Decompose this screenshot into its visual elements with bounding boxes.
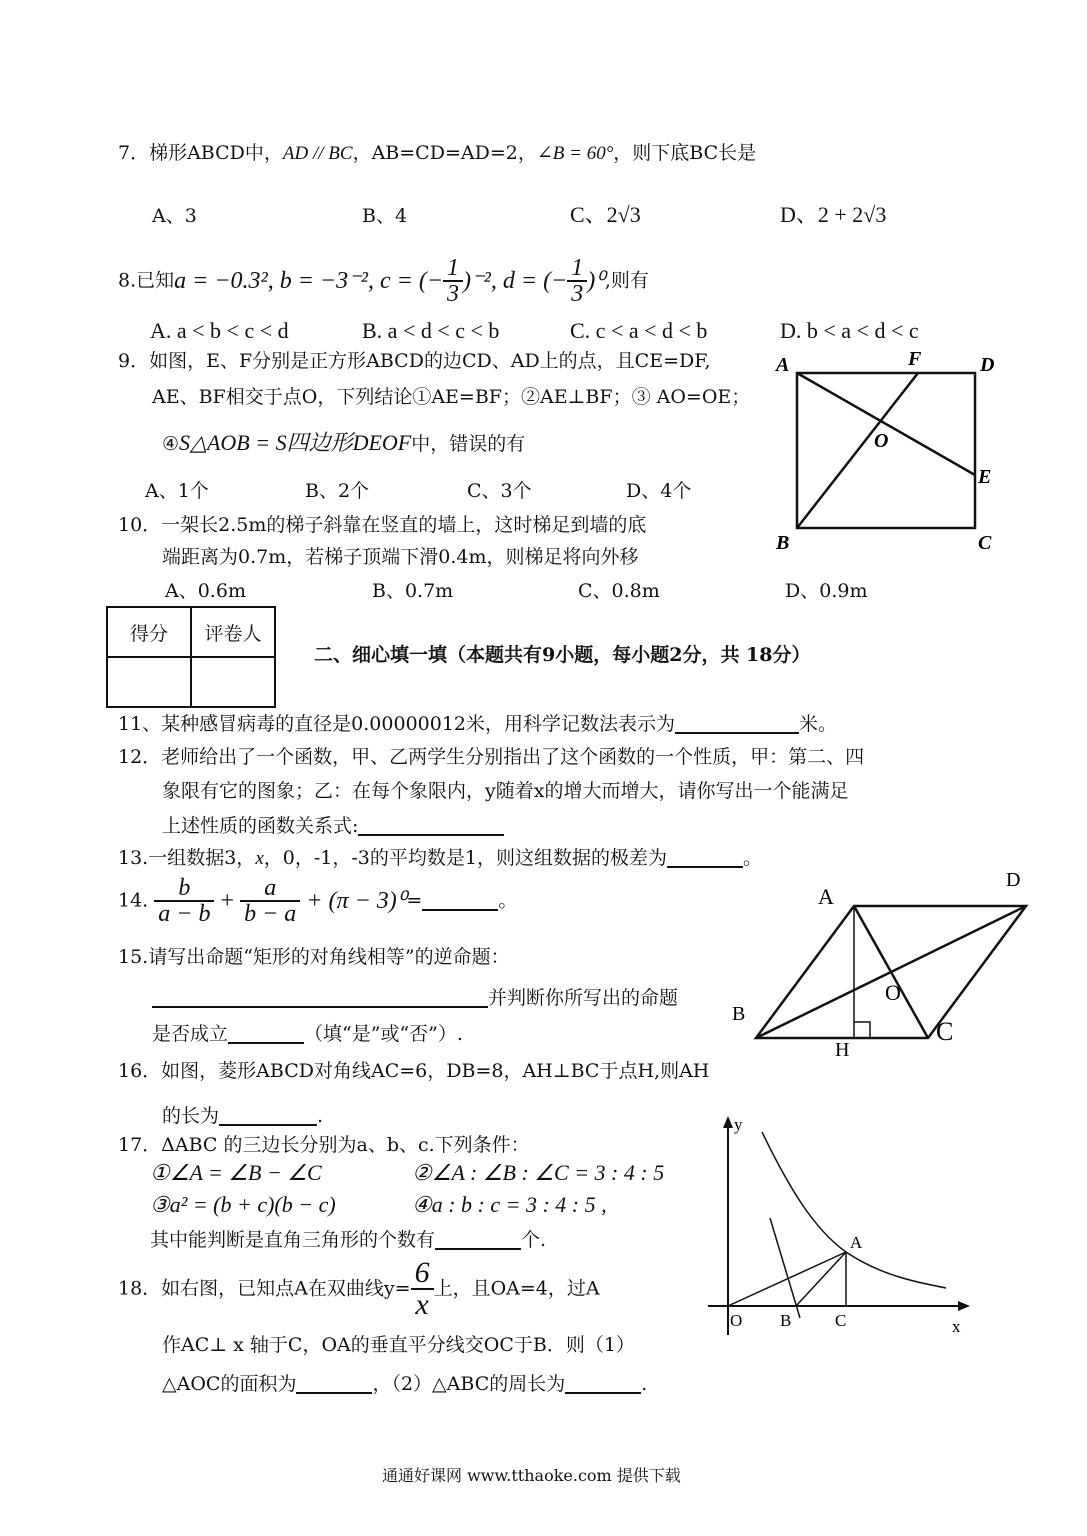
q14-plus: + [220,888,235,914]
q8-option-b: B. a < d < c < b [362,318,500,343]
q17-condition-2: ②∠A : ∠B : ∠C = 3 : 4 : 5 [412,1160,665,1185]
q9-area-expr: S△AOB = S四边形DEOF [179,430,412,455]
q17-line1: 17．ΔABC 的三边长分别为a、b、c.下列条件： [118,1134,530,1156]
footer: 通通好课网 www.tthaoke.com 提供下载 [382,1466,681,1485]
label-o: O [874,430,889,452]
q16-text-end: . [317,1105,324,1127]
q11-text: 11、某种感冒病毒的直径是0.00000012米，用科学记数法表示为 [118,713,676,735]
q15-text: 并判断你所写出的命题 [488,987,679,1009]
q16-text: 的长为 [162,1105,220,1127]
q13-text-mid: ，0，-1，-3的平均数是1，则这组数据的极差为 [263,847,667,869]
q15-judge-blank[interactable] [228,1024,304,1044]
q10-option-a: A、0.6m [165,580,246,602]
q7-option-a: A、3 [152,205,197,227]
q16-line1: 16．如图，菱形ABCD对角线AC=6，DB=8，AH⊥BC于点H,则AH [118,1060,710,1082]
q14 [118,876,517,926]
segment-oa [728,1252,846,1306]
q10-option-b: B、0.7m [372,580,454,602]
q7-text-mid: ，AB=CD=AD=2， [352,142,537,164]
label-f: F [908,348,922,370]
segment-ae [797,373,975,475]
q8-expr-2: )⁻², d = (− [463,268,568,294]
label-a: A [776,354,790,376]
q18-text: 18．如右图，已知点A在双曲线y= [118,1277,411,1300]
label-a: A [818,884,834,909]
q12-answer-blank[interactable] [358,816,504,836]
segment-bf [797,373,918,528]
section-2-title: 二、细心填一填（本题共有9小题，每小题2分，共 18分） [314,644,811,666]
q16-answer-blank[interactable] [219,1106,317,1126]
label-e: E [978,466,992,488]
right-angle-mark [854,1022,870,1038]
q8-expr-3: )⁰ [587,268,605,294]
q7-text: 7．梯形ABCD中， [118,142,283,164]
q7-option-b: B、4 [362,205,408,227]
q18-text-end: . [641,1373,648,1395]
q8-option-a: A. a < b < c < d [150,318,289,343]
q14-fraction-2 [240,876,300,926]
label-h: H [835,1039,850,1061]
q8-stem [118,256,649,306]
label-b: B [780,1311,792,1330]
q16-line2 [162,1106,323,1126]
q18-line2: 作AC⊥ x 轴于C，OA的垂直平分线交OC于B．则（1） [162,1334,635,1356]
perpendicular-bisector [770,1218,800,1318]
y-axis-arrow [723,1116,733,1128]
q18-line1 [118,1258,600,1320]
q8-frac-den-2: 3 [571,281,584,307]
score-cell[interactable] [107,657,191,707]
figure-hyperbola [700,1110,980,1340]
q17-condition-1: ①∠A = ∠B − ∠C [150,1160,322,1185]
q14-number: 14. [118,889,149,912]
q14-f2-num: a [240,876,300,902]
q12-text: 上述性质的函数关系式: [162,815,359,837]
q17-text: 其中能判断是直角三角形的个数有 [150,1229,436,1251]
score-table [106,606,276,708]
q10-option-d: D、0.9m [785,580,868,602]
grader-header: 评卷人 [191,607,275,657]
hyperbola-curve [762,1132,946,1288]
label-b: B [732,1003,746,1025]
q15-text-end: （填“是”或“否”）. [304,1023,463,1045]
q9-option-c: C、3个 [467,480,532,502]
q18-text-4: ，（2）△ABC的周长为 [372,1373,566,1395]
q8-expr-1: a = −0.3², b = −3⁻², c = (− [174,268,444,294]
q8-option-d: D. b < a < d < c [780,318,919,343]
q12-line1: 12．老师给出了一个函数，甲、乙两学生分别指出了这个函数的一个性质，甲：第二、四 [118,746,865,768]
q10-line2: 端距离为0.7m，若梯子顶端下滑0.4m，则梯足将向外移 [162,546,639,568]
q8-frac-num-2: 1 [567,256,587,282]
q13-text-end: 。 [742,847,762,869]
q18-frac-den: x [415,1288,429,1321]
q7-condition: AD // BC [282,143,353,164]
q9-marker: ④ [162,433,180,455]
segment-ab [796,1252,846,1306]
q10-option-c: C、0.8m [578,580,660,602]
q15-line3 [152,1024,463,1044]
q13-text: 13.一组数据3， [118,847,256,869]
q7-text-end: ，则下底BC长是 [613,142,757,164]
q17-answer-blank[interactable] [435,1230,521,1250]
label-y: y [734,1115,743,1134]
q9-option-a: A、1个 [145,480,209,502]
q17-condition-3: ③a² = (b + c)(b − c) [150,1192,336,1217]
label-d: D [1006,869,1021,891]
q17-line4 [150,1230,546,1250]
q15-line2 [152,988,678,1008]
label-x: x [952,1317,961,1336]
q15-text-2: 是否成立 [152,1023,229,1045]
q18-line3 [162,1374,647,1394]
x-axis-arrow [958,1301,970,1311]
q8-option-c: C. c < a < d < b [570,318,708,343]
label-c: C [936,1017,954,1046]
score-header: 得分 [107,607,191,657]
grader-cell[interactable] [191,657,275,707]
q9-line3 [162,432,525,454]
q8-fraction-c [443,256,463,306]
label-o: O [730,1311,743,1330]
q18-perimeter-blank[interactable] [565,1374,641,1394]
label-b: B [776,532,790,554]
q18-frac-num: 6 [411,1258,434,1290]
q15-answer-blank[interactable] [152,988,488,1008]
q8-fraction-d [567,256,587,306]
q9-option-b: B、2个 [305,480,370,502]
q14-f2-den: b − a [244,901,297,927]
q8-text: 8.已知 [118,269,175,292]
q7-option-d: D、2 + 2√3 [780,202,887,227]
q18-text-3: △AOC的面积为 [162,1373,297,1395]
q17-text-end: 个. [521,1229,547,1251]
label-c: C [835,1311,847,1330]
q7-stem [118,144,756,163]
q18-text-2: 上，且OA=4，过A [433,1277,600,1300]
figure-square [770,345,1010,560]
label-c: C [978,532,992,554]
q18-area-blank[interactable] [296,1374,372,1394]
q11 [118,714,837,734]
q13-answer-blank[interactable] [667,848,743,868]
q14-expr: + (π − 3)⁰ [306,888,407,914]
q18-fraction [411,1258,434,1320]
q8-frac-num: 1 [443,256,463,282]
q11-answer-blank[interactable] [675,714,799,734]
q8-frac-den: 3 [447,281,460,307]
label-d: D [980,354,995,376]
q9-option-d: D、4个 [626,480,692,502]
score-table-row [107,657,275,707]
q14-text-end: 。 [498,889,518,912]
q9-line2: AE、BF相交于点O，下列结论①AE=BF；②AE⊥BF；③ AO=OE； [152,386,751,408]
q17-condition-4: ④a : b : c = 3 : 4 : 5 , [412,1192,607,1217]
score-table-header [107,607,275,657]
q14-fraction-1 [154,876,214,926]
q7-option-c: C、2√3 [570,202,641,227]
q13-variable-x: x [255,848,264,869]
q9-line1: 9．如图，E、F分别是正方形ABCD的边CD、AD上的点，且CE=DF, [118,350,711,372]
diagonal-bd [756,906,1026,1038]
label-o: O [885,980,901,1005]
q10-line1: 10．一架长2.5m的梯子斜靠在竖直的墙上，这时梯足到墙的底 [118,514,647,536]
q12-line2: 象限有它的图象；乙：在每个象限内，y随着x的增大而增大，请你写出一个能满足 [162,780,849,802]
label-a: A [850,1233,863,1252]
q14-f1-den: a − b [158,901,211,927]
q14-f1-num: b [154,876,214,902]
q13 [118,848,762,868]
q15-line1: 15.请写出命题“矩形的对角线相等”的逆命题： [118,946,510,968]
q14-equals: = [406,889,423,912]
figure-rhombus [728,866,1038,1061]
q8-text-end: ,则有 [604,269,649,292]
q9-text-end: 中，错误的有 [411,433,526,455]
q11-text-end: 米。 [799,713,838,735]
q14-answer-blank[interactable] [422,891,498,911]
q7-angle: ∠B = 60° [536,143,614,164]
q12-line3 [162,816,504,836]
